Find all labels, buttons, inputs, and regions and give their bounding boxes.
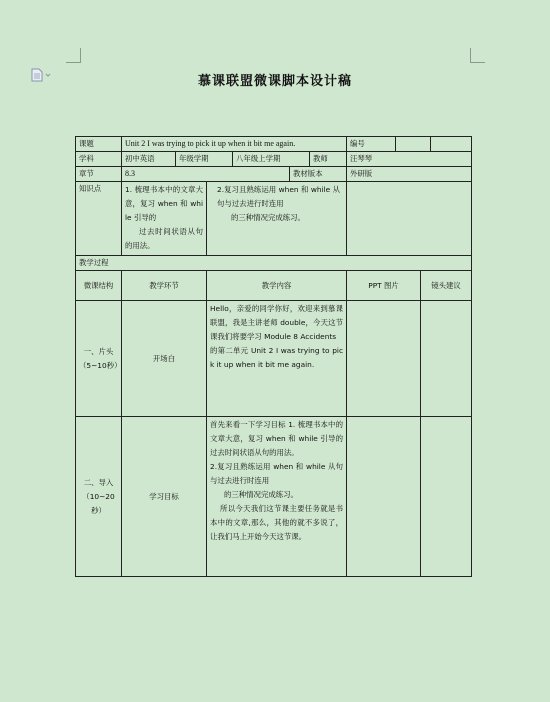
subject-row [76, 152, 472, 167]
row2-content: 首先来看一下学习目标 1. 梳理书本中的文章大意，复习 when 和 while 引导的 过去时间状语从句的用法。 [210, 420, 344, 457]
row2-structure: 二、导入 [83, 477, 114, 487]
subject-label: 学科 [76, 152, 122, 167]
row2-stage: 学习目标 [122, 417, 207, 577]
number-value [396, 137, 431, 151]
header-row [76, 271, 472, 301]
teacher-label: 教师 [313, 154, 328, 163]
grade-value: 八年级上学期 [233, 152, 310, 166]
row2-content-2: 2.复习且熟练运用 when 和 while 从句与过去进行时连用 [210, 462, 344, 485]
page-corner-mark-left [66, 48, 81, 63]
process-row [76, 256, 472, 271]
grade-label: 年级学期 [176, 152, 233, 166]
table-row [76, 301, 472, 417]
subject-value: 初中英语 [122, 152, 176, 166]
document-title: 慕课联盟微课脚本设计稿 [197, 74, 352, 89]
topic-label: 课题 [76, 137, 122, 152]
teacher-value: 汪琴琴 [347, 152, 472, 167]
knowledge-row [76, 182, 472, 256]
chapter-label: 章节 [76, 167, 122, 182]
edition-label: 教材版本 [293, 169, 323, 178]
header-camera: 镜头建议 [421, 271, 472, 301]
edition-value: 外研版 [347, 167, 472, 182]
row1-duration: （5~10秒） [79, 360, 122, 370]
topic-value: Unit 2 I was trying to pick it up when it bit me again. [122, 137, 347, 152]
row1-structure: 一、片头 [83, 346, 114, 356]
row2-content-3: 的三种情况完成练习。 [224, 490, 298, 499]
chapter-row [76, 167, 472, 182]
row1-content-cont: 的第二单元 Unit 2 I was trying to pick it up when it bit me again. [210, 346, 344, 369]
table-row [76, 417, 472, 577]
page-corner-mark-right [470, 48, 485, 63]
number-label: 编号 [347, 137, 396, 151]
row2-content-4: 所以今天我们这节课主要任务就是书本中的文章,那么，其他的就不多说了，让我们马上开始今天这节课。 [210, 504, 344, 541]
process-label: 教学过程 [76, 256, 472, 271]
topic-row [76, 137, 472, 152]
lesson-script-table [75, 136, 472, 577]
row1-stage: 开场白 [122, 301, 207, 417]
knowledge-point-2: 2.复习且熟练运用 when 和 while 从句与过去进行时连用 [217, 185, 341, 208]
knowledge-point-1: 1. 梳理书本中的文章大意，复习 when 和 while 引导的 [125, 185, 203, 222]
header-structure: 微课结构 [76, 271, 122, 301]
header-stage: 教学环节 [122, 271, 207, 301]
chapter-value: 8.3 [122, 167, 290, 181]
header-ppt: PPT 图片 [347, 271, 421, 301]
knowledge-label: 知识点 [76, 182, 122, 256]
knowledge-point-1-cont: 过去时间状语从句的用法。 [125, 227, 203, 250]
header-content: 教学内容 [207, 271, 347, 301]
row2-duration: （10~20秒） [82, 491, 115, 515]
knowledge-point-2-cont: 的三种情况完成练习。 [231, 213, 305, 222]
row1-content: Hello，亲爱的同学你好，欢迎来到慕课联盟，我是主讲老师 double，今天这节课我们将要学习 Module 8 Accidents [210, 304, 344, 341]
